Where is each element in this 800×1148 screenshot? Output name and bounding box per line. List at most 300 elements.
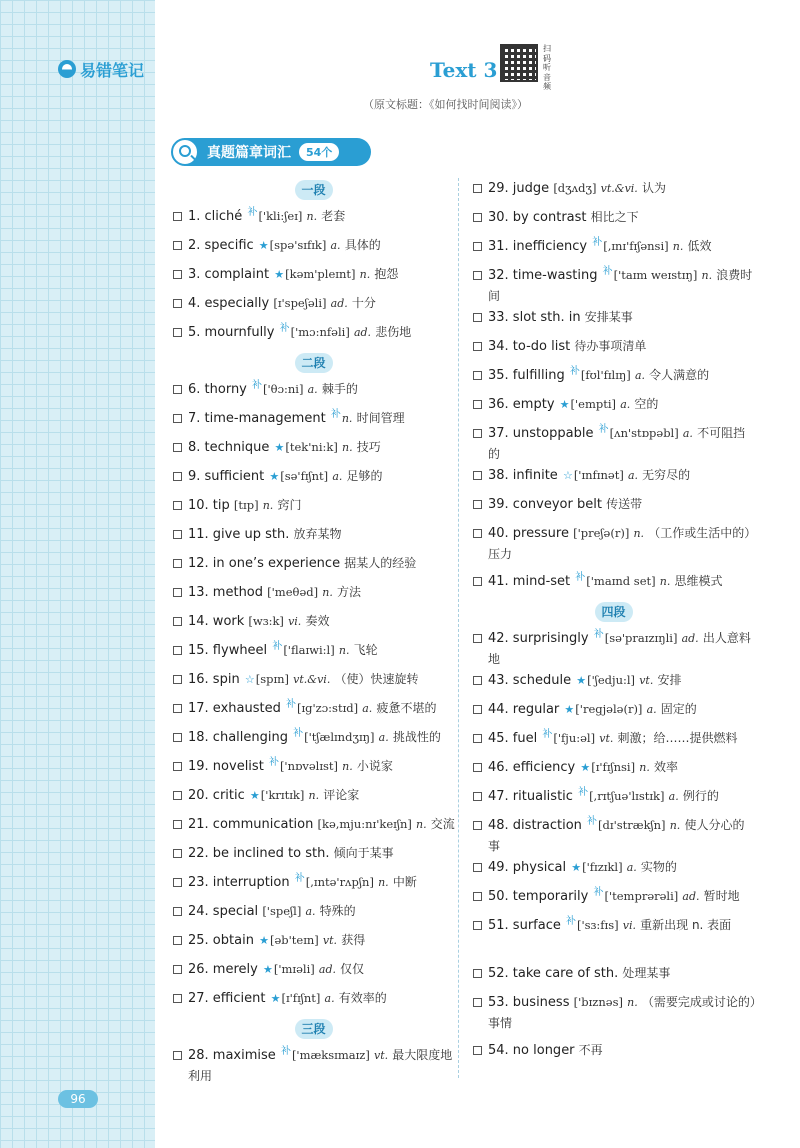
supplement-mark-icon: 补: [542, 728, 553, 740]
entry-part-of-speech: vt.&vi.: [293, 673, 331, 686]
entry-body: [188, 669, 456, 690]
entry-checkbox[interactable]: [473, 705, 482, 714]
entry-meaning: 传送带: [606, 497, 643, 511]
vocab-entry: [471, 628, 756, 670]
entry-checkbox[interactable]: [473, 892, 482, 901]
vocab-entry: [471, 571, 756, 600]
entry-part-of-speech: n.: [672, 240, 684, 253]
entry-body: [188, 930, 456, 951]
vocab-entry: [471, 992, 756, 1040]
entry-body: [188, 727, 456, 748]
entry-phonetic: [,ɪnɪ'fɪʃənsi]: [603, 239, 669, 253]
entry-phonetic: [sə'praɪzɪŋli]: [604, 631, 678, 645]
star-outline-icon: ☆: [562, 469, 573, 482]
entry-word: 37. unstoppable: [488, 426, 594, 441]
entry-part-of-speech: ad.: [681, 632, 699, 645]
entry-word: 20. critic: [188, 788, 245, 803]
vocab-entry: [171, 1045, 456, 1087]
entry-checkbox[interactable]: [473, 371, 482, 380]
entry-part-of-speech: vt.: [639, 674, 654, 687]
vocab-entry: [171, 495, 456, 524]
vocab-entry: [171, 930, 456, 959]
vocab-entry: [171, 408, 456, 437]
entry-word: 8. technique: [188, 440, 270, 455]
entry-checkbox[interactable]: [173, 299, 182, 308]
entry-meaning: 疲惫不堪的: [376, 701, 437, 715]
entry-phonetic: [dɪ'strækʃn]: [598, 818, 666, 832]
entry-part-of-speech: a.: [324, 992, 335, 1005]
vocab-entry: [171, 814, 456, 843]
entry-meaning: （工作或生活中的）压力: [488, 526, 751, 561]
entry-meaning: 令人满意的: [649, 368, 710, 382]
entry-meaning: 最大限度地利用: [188, 1048, 453, 1083]
entry-checkbox[interactable]: [473, 213, 482, 222]
entry-phonetic: ['fɪzɪkl]: [582, 860, 623, 874]
entry-body: [188, 756, 456, 777]
entry-meaning: 十分: [351, 296, 376, 310]
entry-checkbox[interactable]: [473, 763, 482, 772]
supplement-mark-icon: 补: [252, 379, 263, 391]
entry-word: 9. sufficient: [188, 469, 265, 484]
entry-checkbox[interactable]: [473, 471, 482, 480]
entry-meaning: 交流: [430, 817, 455, 831]
entry-part-of-speech: n.: [701, 269, 713, 282]
entry-meaning: 老套: [321, 209, 346, 223]
vocab-entry: [171, 727, 456, 756]
entry-phonetic: ['mɪəli]: [273, 962, 315, 976]
entry-checkbox[interactable]: [173, 762, 182, 771]
entry-body: [488, 523, 756, 565]
supplement-mark-icon: 补: [330, 408, 341, 420]
entry-checkbox[interactable]: [173, 936, 182, 945]
entry-checkbox[interactable]: [173, 385, 182, 394]
entry-checkbox[interactable]: [173, 443, 182, 452]
entry-phonetic: [,ɪntə'rʌpʃn]: [305, 875, 374, 889]
star-filled-icon: ★: [249, 789, 260, 802]
entry-part-of-speech: a.: [330, 239, 341, 252]
entry-word: 36. empty: [488, 397, 555, 412]
entry-meaning: 刺激；给……提供燃料: [617, 731, 738, 745]
entry-checkbox[interactable]: [173, 559, 182, 568]
entry-meaning: 出人意料地: [488, 631, 751, 666]
entry-meaning: 奏效: [305, 614, 330, 628]
entry-phonetic: ['tʃælɪndʒɪŋ]: [304, 730, 375, 744]
vocab-entry: [471, 365, 756, 394]
entry-body: [488, 571, 756, 592]
entry-word: 11. give up sth.: [188, 527, 290, 542]
entry-body: [188, 495, 456, 516]
entry-checkbox[interactable]: [473, 921, 482, 930]
entry-phonetic: [əb'teɪn]: [269, 933, 319, 947]
entry-body: [488, 699, 756, 720]
entry-word: 6. thorny: [188, 382, 247, 397]
entry-checkbox[interactable]: [173, 791, 182, 800]
entry-body: [488, 465, 756, 486]
entry-checkbox[interactable]: [173, 1051, 182, 1060]
entry-part-of-speech: a.: [307, 383, 318, 396]
vocab-entry: [471, 1040, 756, 1069]
entry-body: [488, 365, 756, 386]
entry-phonetic: ['sɜ:fɪs]: [577, 918, 619, 932]
entry-checkbox[interactable]: [473, 1046, 482, 1055]
entry-checkbox[interactable]: [173, 328, 182, 337]
entry-body: [188, 264, 456, 285]
entry-word: 54. no longer: [488, 1043, 575, 1058]
entry-part-of-speech: n.: [341, 441, 353, 454]
entry-phonetic: ['flaɪwi:l]: [283, 643, 335, 657]
entry-checkbox[interactable]: [173, 646, 182, 655]
entry-word: 45. fuel: [488, 731, 538, 746]
entry-word: 2. specific: [188, 238, 254, 253]
entry-phonetic: [,rɪtʃuə'lɪstɪk]: [589, 789, 665, 803]
entry-meaning: 处理某事: [622, 966, 671, 980]
entry-part-of-speech: vi.: [288, 615, 302, 628]
entry-meaning: 放弃某物: [293, 527, 342, 541]
vocab-entry: [171, 264, 456, 293]
entry-body: [488, 992, 756, 1034]
vocab-entry: [471, 915, 756, 963]
entry-part-of-speech: n.: [378, 876, 389, 889]
entry-phonetic: [wɜ:k]: [248, 614, 284, 628]
entry-checkbox[interactable]: [173, 820, 182, 829]
entry-body: [488, 178, 756, 199]
entry-meaning: 窍门: [277, 498, 302, 512]
entry-word: 49. physical: [488, 860, 567, 875]
entry-meaning: 抱怨: [374, 267, 399, 281]
entry-checkbox[interactable]: [173, 733, 182, 742]
right-column: [471, 178, 756, 1069]
entry-checkbox[interactable]: [473, 969, 482, 978]
entry-part-of-speech: a.: [668, 790, 679, 803]
vocab-entry: [171, 901, 456, 930]
entry-word: 34. to-do list: [488, 339, 571, 354]
entry-checkbox[interactable]: [473, 577, 482, 586]
entry-phonetic: ['fju:əl]: [553, 731, 596, 745]
entry-word: 25. obtain: [188, 933, 254, 948]
entry-part-of-speech: a.: [378, 731, 389, 744]
entry-phonetic: ['speʃl]: [262, 904, 302, 918]
entry-body: [488, 265, 756, 307]
entry-phonetic: [dʒʌdʒ]: [553, 181, 597, 195]
vocab-entry: [471, 236, 756, 265]
entry-meaning: 安排: [657, 673, 682, 687]
entry-checkbox[interactable]: [173, 212, 182, 221]
entry-checkbox[interactable]: [473, 271, 482, 280]
entry-body: [188, 901, 456, 922]
entry-phonetic: ['taɪm weɪstɪŋ]: [613, 268, 698, 282]
entry-body: [188, 379, 456, 400]
magnifier-icon: [171, 138, 199, 166]
entry-body: [188, 235, 456, 256]
entry-word: 38. infinite: [488, 468, 558, 483]
entry-checkbox[interactable]: [473, 821, 482, 830]
entry-meaning: 固定的: [660, 702, 697, 716]
entry-meaning: 倾向于某事: [333, 846, 394, 860]
vocab-entry: [171, 206, 456, 235]
entry-word: 42. surprisingly: [488, 631, 589, 646]
entry-part-of-speech: ad.: [682, 890, 700, 903]
entry-body: [488, 886, 756, 907]
entry-meaning: 相比之下: [590, 210, 639, 224]
entry-phonetic: [ɪ'speʃəli]: [273, 296, 327, 310]
word-count-badge: 54个: [299, 143, 339, 161]
entry-phonetic: [ɪ'fɪʃnsi]: [591, 760, 636, 774]
entry-meaning: 认为: [641, 181, 666, 195]
entry-word: 22. be inclined to sth.: [188, 846, 330, 861]
star-filled-icon: ★: [559, 398, 570, 411]
page-subtitle: （原文标题：《如何找时间阅读》）: [363, 98, 528, 111]
entry-meaning: 仅仅: [340, 962, 365, 976]
entry-word: 12. in one’s experience: [188, 556, 341, 571]
entry-checkbox[interactable]: [173, 241, 182, 250]
entry-phonetic: [kəm'pleɪnt]: [285, 267, 356, 281]
entry-body: [488, 336, 756, 357]
entry-checkbox[interactable]: [173, 878, 182, 887]
entry-part-of-speech: ad.: [353, 326, 372, 339]
supplement-mark-icon: 补: [280, 1045, 291, 1057]
entry-word: 19. novelist: [188, 759, 264, 774]
entry-part-of-speech: ad.: [330, 297, 348, 310]
entry-body: [488, 757, 756, 778]
entry-body: [488, 236, 756, 257]
entry-meaning: 评论家: [323, 788, 360, 802]
entry-part-of-speech: a.: [362, 702, 373, 715]
entry-checkbox[interactable]: [473, 529, 482, 538]
entry-checkbox[interactable]: [173, 704, 182, 713]
entry-checkbox[interactable]: [473, 998, 482, 1007]
entry-part-of-speech: vt.&vi.: [600, 182, 638, 195]
entry-meaning: 空的: [634, 397, 659, 411]
brand: [58, 58, 144, 80]
vocab-section-banner: [173, 138, 371, 166]
star-filled-icon: ★: [274, 268, 285, 281]
entry-checkbox[interactable]: [173, 675, 182, 684]
entry-word: 17. exhausted: [188, 701, 281, 716]
entry-part-of-speech: a.: [305, 905, 316, 918]
vocab-entry: [471, 757, 756, 786]
entry-word: 35. fulfilling: [488, 368, 565, 383]
supplement-mark-icon: 补: [285, 698, 296, 710]
entry-meaning: 不再: [578, 1043, 603, 1057]
entry-meaning: 悲伤地: [375, 325, 412, 339]
entry-word: 53. business: [488, 995, 570, 1010]
supplement-mark-icon: 补: [294, 872, 305, 884]
entry-checkbox[interactable]: [473, 500, 482, 509]
entry-meaning: 时间管理: [356, 411, 405, 425]
entry-checkbox[interactable]: [173, 270, 182, 279]
entry-meaning: 特殊的: [319, 904, 356, 918]
vocab-entry: [171, 872, 456, 901]
vocab-entry: [471, 178, 756, 207]
entry-meaning: 不可阻挡的: [488, 426, 746, 461]
entry-meaning: 获得: [341, 933, 366, 947]
vocab-entry: [171, 756, 456, 785]
segment-label: 三段: [295, 1019, 333, 1039]
entry-phonetic: ['preʃə(r)]: [573, 526, 630, 540]
brand-logo-icon: [58, 60, 76, 78]
vocab-entry: [471, 815, 756, 857]
star-filled-icon: ★: [269, 470, 280, 483]
entry-body: [488, 728, 756, 749]
entry-part-of-speech: n.: [308, 789, 320, 802]
entry-checkbox[interactable]: [173, 617, 182, 626]
entry-body: [488, 670, 756, 691]
entry-part-of-speech: n.: [341, 412, 353, 425]
entry-checkbox[interactable]: [173, 588, 182, 597]
vocab-entry: [471, 423, 756, 465]
entry-checkbox[interactable]: [473, 313, 482, 322]
entry-checkbox[interactable]: [473, 429, 482, 438]
entry-meaning: 低效: [687, 239, 712, 253]
vocab-entry: [171, 235, 456, 264]
entry-checkbox[interactable]: [173, 907, 182, 916]
entry-word: 7. time-management: [188, 411, 326, 426]
entry-part-of-speech: n.: [416, 818, 427, 831]
entry-body: [188, 872, 456, 893]
supplement-mark-icon: 补: [268, 756, 279, 768]
entry-body: [188, 640, 456, 661]
entry-checkbox[interactable]: [173, 965, 182, 974]
vocab-entry: [171, 640, 456, 669]
entry-part-of-speech: n.: [627, 996, 638, 1009]
entry-checkbox[interactable]: [473, 634, 482, 643]
entry-body: [488, 423, 756, 465]
star-filled-icon: ★: [564, 703, 575, 716]
entry-phonetic: ['mæksɪmaɪz]: [291, 1048, 370, 1062]
entry-checkbox[interactable]: [473, 400, 482, 409]
entry-body: [188, 988, 456, 1009]
vocab-entry: [171, 698, 456, 727]
entry-phonetic: [fʊl'fɪlɪŋ]: [580, 368, 631, 382]
entry-body: [188, 1045, 456, 1087]
entry-phonetic: ['ʃedju:l]: [587, 673, 636, 687]
segment-label: 四段: [595, 602, 633, 622]
entry-word: 27. efficient: [188, 991, 266, 1006]
vocab-entry: [471, 786, 756, 815]
entry-body: [488, 494, 756, 515]
entry-body: [488, 307, 756, 328]
entry-body: [488, 915, 756, 936]
entry-checkbox[interactable]: [473, 863, 482, 872]
entry-part-of-speech: n.: [633, 527, 645, 540]
vocab-entry: [171, 843, 456, 872]
entry-phonetic: [spə'sɪfɪk]: [269, 238, 327, 252]
entry-phonetic: [ɪg'zɔ:stɪd]: [296, 701, 359, 715]
entry-word: 10. tip: [188, 498, 230, 513]
entry-part-of-speech: n.: [306, 210, 318, 223]
entry-part-of-speech: vt.: [599, 732, 614, 745]
entry-checkbox[interactable]: [473, 242, 482, 251]
entry-word: 50. temporarily: [488, 889, 589, 904]
entry-word: 41. mind-set: [488, 574, 571, 589]
entry-meaning: 实物的: [640, 860, 677, 874]
entry-phonetic: [ɪ'fɪʃnt]: [281, 991, 321, 1005]
entry-word: 47. ritualistic: [488, 789, 573, 804]
vocab-entry: [471, 728, 756, 757]
entry-meaning: 重新出现 n. 表面: [640, 918, 732, 932]
entry-meaning: 思维模式: [674, 574, 723, 588]
entry-checkbox[interactable]: [473, 342, 482, 351]
entry-part-of-speech: n.: [659, 575, 671, 588]
entry-part-of-speech: n.: [359, 268, 371, 281]
entry-word: 46. efficiency: [488, 760, 576, 775]
vocab-entry: [171, 322, 456, 351]
entry-phonetic: ['bɪznəs]: [573, 995, 623, 1009]
entry-word: 4. especially: [188, 296, 270, 311]
entry-word: 51. surface: [488, 918, 561, 933]
entry-part-of-speech: a.: [332, 470, 343, 483]
entry-checkbox[interactable]: [473, 734, 482, 743]
entry-part-of-speech: vt.: [322, 934, 338, 947]
entry-part-of-speech: n.: [262, 499, 274, 512]
vocab-entry: [471, 670, 756, 699]
entry-meaning: 有效率的: [338, 991, 387, 1005]
entry-checkbox[interactable]: [173, 501, 182, 510]
entry-checkbox[interactable]: [173, 472, 182, 481]
entry-checkbox[interactable]: [473, 676, 482, 685]
entry-word: 3. complaint: [188, 267, 270, 282]
entry-body: [188, 553, 456, 574]
supplement-mark-icon: 补: [293, 727, 304, 739]
entry-checkbox[interactable]: [173, 414, 182, 423]
entry-phonetic: ['krɪtɪk]: [260, 788, 305, 802]
entry-checkbox[interactable]: [173, 994, 182, 1003]
entry-word: 43. schedule: [488, 673, 572, 688]
entry-part-of-speech: a.: [634, 369, 645, 382]
entry-phonetic: ['θɔ:ni]: [263, 382, 304, 396]
entry-word: 39. conveyor belt: [488, 497, 602, 512]
entry-phonetic: ['meθəd]: [267, 585, 319, 599]
entry-word: 33. slot sth. in: [488, 310, 581, 325]
segment-label: 二段: [295, 353, 333, 373]
supplement-mark-icon: 补: [247, 206, 258, 218]
vocab-entry: [471, 465, 756, 494]
entry-checkbox[interactable]: [473, 184, 482, 193]
entry-body: [188, 524, 456, 545]
banner-title: 真题篇章词汇: [207, 145, 291, 161]
entry-checkbox[interactable]: [173, 530, 182, 539]
entry-part-of-speech: n.: [669, 819, 681, 832]
entry-part-of-speech: n.: [338, 644, 350, 657]
entry-part-of-speech: n.: [322, 586, 333, 599]
entry-phonetic: ['mɔ:nfəli]: [290, 325, 350, 339]
entry-phonetic: [ʌn'stɒpəbl]: [609, 426, 679, 440]
entry-checkbox[interactable]: [473, 792, 482, 801]
star-filled-icon: ★: [576, 674, 587, 687]
entry-body: [188, 843, 456, 864]
entry-word: 13. method: [188, 585, 264, 600]
entry-part-of-speech: a.: [627, 469, 639, 482]
entry-meaning: 使人分心的事: [488, 818, 745, 853]
vocab-entry: [171, 437, 456, 466]
supplement-mark-icon: 补: [566, 915, 576, 927]
qr-code-icon[interactable]: [500, 44, 538, 82]
entry-body: [188, 437, 456, 458]
entry-meaning: 效率: [653, 760, 678, 774]
entry-phonetic: [tɪp]: [233, 498, 259, 512]
supplement-mark-icon: 补: [575, 571, 586, 583]
segment-label: 一段: [295, 180, 333, 200]
entry-body: [188, 814, 456, 835]
entry-body: [188, 466, 456, 487]
entry-word: 24. special: [188, 904, 259, 919]
entry-word: 16. spin: [188, 672, 240, 687]
vocab-entry: [171, 553, 456, 582]
star-filled-icon: ★: [580, 761, 591, 774]
entry-body: [188, 408, 456, 429]
entry-checkbox[interactable]: [173, 849, 182, 858]
entry-part-of-speech: a.: [620, 398, 631, 411]
